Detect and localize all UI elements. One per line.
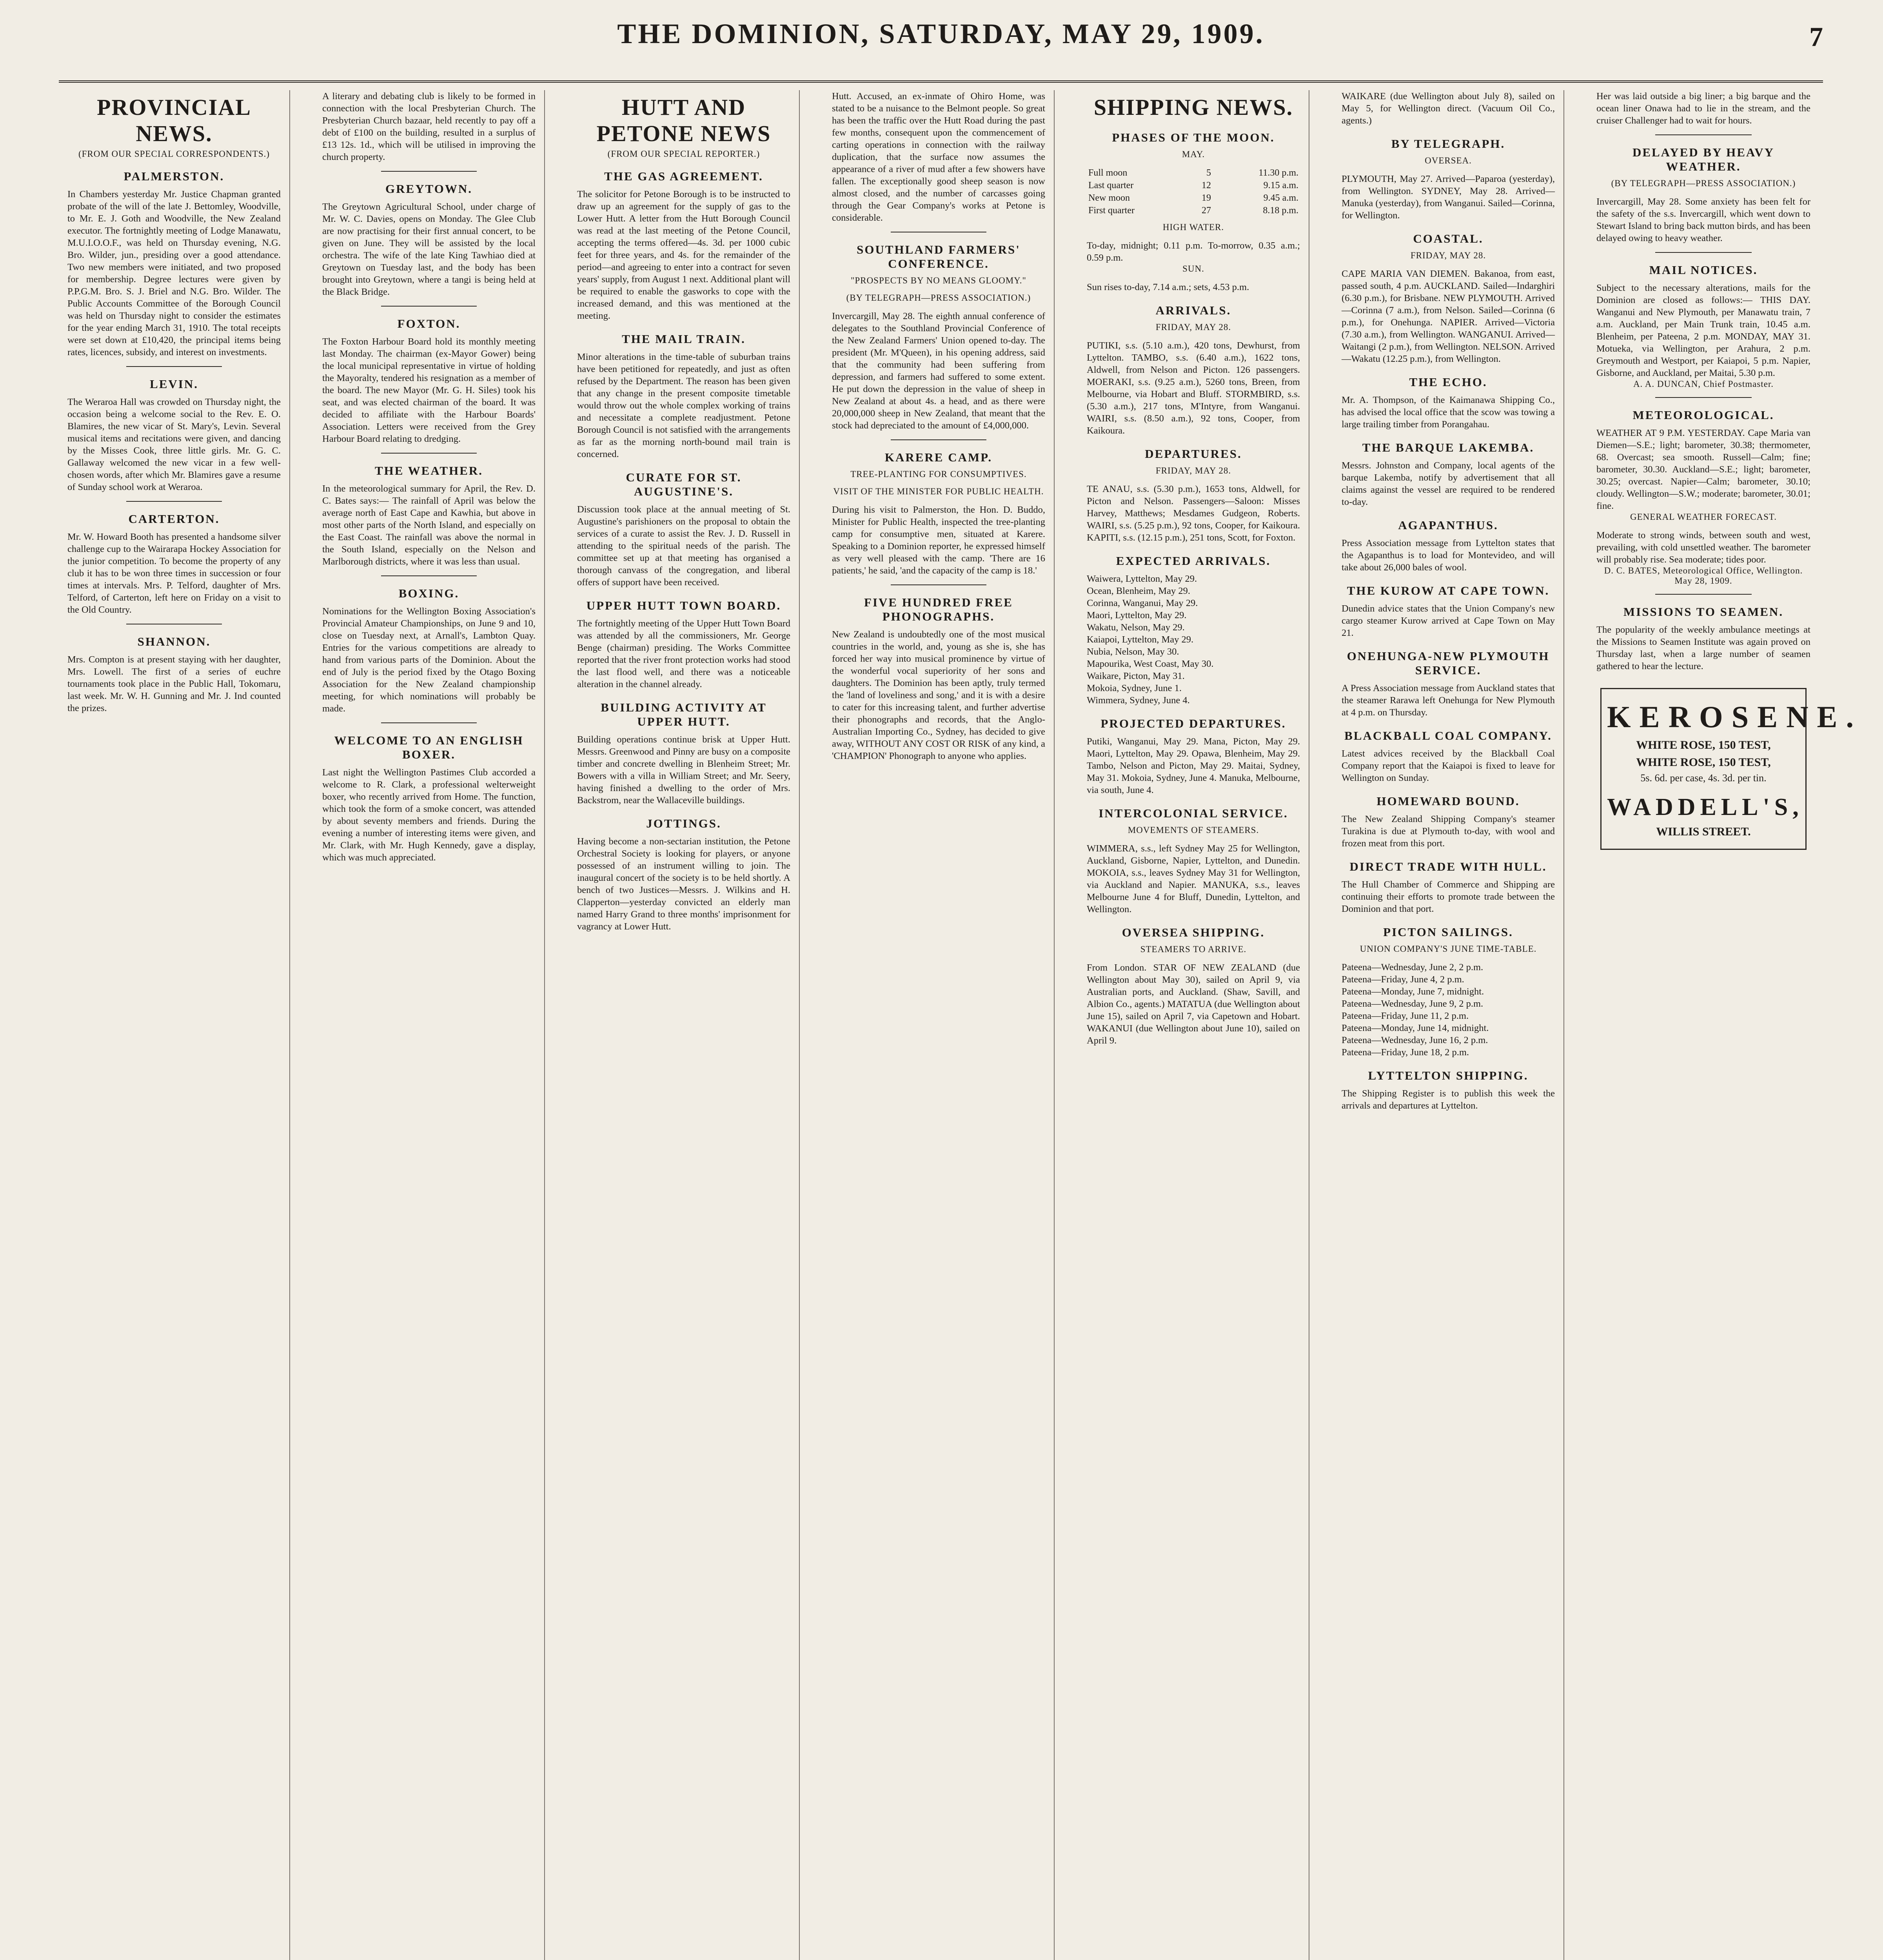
ad-line: WHITE ROSE, 150 TEST,	[1636, 739, 1771, 751]
article-title: THE WEATHER.	[374, 464, 483, 477]
section-heading: PROVINCIAL NEWS.	[97, 94, 251, 146]
list-item: Wimmera, Sydney, June 4.	[1087, 695, 1190, 706]
article-title: KARERE CAMP.	[884, 450, 993, 464]
article-body: Mrs. Compton is at present staying with her daughter, Mrs. Lowell. The first of a series of euchre tournaments took place in the Public Hall, Tokomaru, last week. Mr. W. H. Gunning and Mr. J. Ind counted the prizes.	[67, 654, 281, 713]
article-body: Mr. A. Thompson, of the Kaimanawa Shipping Co., has advised the local office that the scow was towing a large trailing timber from Porangahau.	[1342, 395, 1555, 430]
article-body: Building operations continue brisk at Upper Hutt. Messrs. Greenwood and Pinny are busy on a composite timber and concrete dwelling in Blenheim Street; Mr. Bowers with a villa in William Street; and Mr. Seery, having finished a dwelling to the order of Mrs. Backstrom, near the Wallaceville buildings.	[577, 734, 790, 806]
divider	[381, 171, 477, 172]
article-title: LYTTELTON SHIPPING.	[1368, 1069, 1529, 1082]
divider	[891, 439, 987, 440]
article-body: Dunedin advice states that the Union Company's new cargo steamer Kurow arrived at Cape Town on May 21.	[1342, 603, 1555, 638]
article-title: BUILDING ACTIVITY AT UPPER HUTT.	[601, 701, 767, 728]
list-item: Pateena—Friday, June 18, 2 p.m.	[1342, 1047, 1469, 1058]
divider	[381, 575, 477, 576]
article-body: In the meteorological summary for April, the Rev. D. C. Bates says:— The rainfall of April was below the average north of East Cape and Kawhia, but above in most other parts of the North Island, and especially on the East Coast. The rainfall was above the normal in the South Island, especially on the Nelson and Marlborough districts, where it was less than usual.	[322, 483, 536, 567]
list-item: Corinna, Wanganui, May 29.	[1087, 598, 1198, 608]
article-body: The solicitor for Petone Borough is to be instructed to draw up an agreement for the supply of gas to the Lower Hutt. A letter from the Hutt Borough Council was read at the last meeting of the Petone Council, accepting the terms offered—4s. 3d. per 1000 cubic feet for three years, and 4s. for the remainder of the period—and agreeing to enter into a contract for seven years' supply, from August 1 next. Additional plant will be required to enable the gasworks to cope with the increased demand, and this was mentioned at the meeting.	[577, 189, 790, 321]
article-title: BOXING.	[398, 586, 459, 600]
article-body: A Press Association message from Auckland states that the steamer Rarawa left Onehunga for New Plymouth at 4 p.m. on Thursday.	[1342, 683, 1555, 718]
article-title: WELCOME TO AN ENGLISH BOXER.	[334, 733, 524, 761]
article-title: PALMERSTON.	[123, 169, 225, 183]
article-title: DELAYED BY HEAVY WEATHER.	[1632, 145, 1775, 173]
divider	[126, 366, 222, 367]
article-body: The Hull Chamber of Commerce and Shipping are continuing their efforts to promote trade between the Dominion and that port.	[1342, 879, 1555, 914]
column-provincial-news	[59, 90, 290, 1960]
article-title: MAIL NOTICES.	[1649, 263, 1758, 277]
article-subtitle: GENERAL WEATHER FORECAST.	[1630, 512, 1777, 522]
list-item: Kaiapoi, Lyttelton, May 29.	[1087, 634, 1194, 645]
page-title: THE DOMINION, SATURDAY, MAY 29, 1909.	[617, 18, 1265, 49]
article-body: The Foxton Harbour Board hold its monthly meeting last Monday. The chairman (ex-Mayor Gower) being the local municipal representative in virtue of holding the Mayoralty, tendered his resignation as a member of the board. The new Mayor (Mr. G. H. Siles) took his seat, and was elected chairman of the board. It was decided to affiliate with the Harbour Boards' Association. Letters were received from the Grey Harbour Board relating to dredging.	[322, 336, 536, 444]
masthead	[59, 10, 1823, 83]
kerosene-advertisement	[1600, 688, 1862, 850]
article-title: BLACKBALL COAL COMPANY.	[1344, 729, 1552, 742]
article-body: To-day, midnight; 0.11 p.m. To-morrow, 0.35 a.m.; 0.59 p.m.	[1087, 240, 1300, 263]
column-hutt-petone	[568, 90, 800, 1960]
article-title: ONEHUNGA-NEW PLYMOUTH SERVICE.	[1347, 649, 1550, 677]
list-item: Pateena—Friday, June 11, 2 p.m.	[1342, 1011, 1469, 1021]
article-body: WAIKARE (due Wellington about July 8), sailed on May 5, for Wellington direct. (Vacuum Oil Co., agents.)	[1342, 91, 1555, 126]
list-item: Mapourika, West Coast, May 30.	[1087, 659, 1214, 669]
article-title: UPPER HUTT TOWN BOARD.	[586, 599, 781, 612]
moon-phase: Full moon	[1088, 168, 1128, 178]
article-subtitle: HIGH WATER.	[1162, 222, 1224, 232]
article-byline: (BY TELEGRAPH—PRESS ASSOCIATION.)	[846, 293, 1031, 303]
article-title: INTERCOLONIAL SERVICE.	[1099, 806, 1288, 820]
article-body: New Zealand is undoubtedly one of the most musical countries in the world, and, young as she is, she has forced her way into musical prominence by virtue of the wonderful vocal superiority of her sons and daughters. The Dominion has been aptly, truly termed the 'land of loveliness and song,' and it is with a desire to cater for this increasing talent, and further advertise their phonographs and records, that the Anglo-Australian Importing Co., Sydney, has decided to give away, WITHOUT ANY COST OR RISK of any kind, a 'CHAMPION' Phonograph to anyone who applies.	[832, 629, 1045, 761]
moon-day: 27	[1201, 205, 1211, 216]
article-subtitle: FRIDAY, MAY 28.	[1155, 322, 1231, 332]
article-body: Last night the Wellington Pastimes Club accorded a welcome to R. Clark, a professional welterweight boxer, who recently arrived from Home. The function, which took the form of a smoke concert, was attended by about seventy members and friends. During the evening a number of interesting items were given, and Mr. Clark, with Mr. Hugh Kennedy, gave a display, which was much appreciated.	[322, 767, 536, 863]
article-body: A literary and debating club is likely to be formed in connection with the local Presbyterian Church. The Presbyterian Church bazaar, held recently to pay off a debt of £100 on the building, resulted in a surplus of £13 12s. 1d., which will be utilised in improving the church property.	[322, 91, 536, 162]
moon-time: 11.30 p.m.	[1258, 168, 1298, 178]
moon-day: 5	[1206, 168, 1211, 178]
column-shipping-news	[1078, 90, 1309, 1960]
ad-line: WHITE ROSE, 150 TEST,	[1636, 756, 1771, 769]
article-lead: VISIT OF THE MINISTER FOR PUBLIC HEALTH.	[833, 486, 1044, 496]
article-body: WIMMERA, s.s., left Sydney May 25 for Wellington, Auckland, Gisborne, Napier, Lyttelton, and Dunedin. MOKOIA, s.s., leaves Sydney May 31 for Wellington, via Auckland and Napier. MANUKA, s.s., leaves Melbourne June 4 for Bluff, Dunedin, Lyttelton, and Wellington.	[1087, 843, 1300, 915]
section-heading: SHIPPING NEWS.	[1093, 94, 1293, 120]
article-body: CAPE MARIA VAN DIEMEN. Bakanoa, from east, passed south, 4 p.m. AUCKLAND. Sailed—Indarghiri (6.30 p.m.), for Brisbane. NEW PLYMOUTH. Arrived—Corinna (7 a.m.), from Nelson. Sailed—Corinna (6 p.m.), for Onehunga. NAPIER. Arrived—Victoria (7.30 a.m.), from Wellington. WANGANUI. Arrived—Waitangi (2 p.m.), from Wellington. NELSON. Arrived—Wakatu (12.25 p.m.), from Wellington.	[1342, 269, 1555, 364]
article-body: Invercargill, May 28. The eighth annual conference of delegates to the Southland Provincial Conference of the New Zealand Farmers' Union opened to-day. The president (Mr. M'Queen), in his opening address, said that the community had been suffering from depression, and farmers had suffered to some extent. He put down the depression in the value of sheep in New Zealand at about 4s. a head, and as there were 20,000,000 sheep in New Zealand, that meant that the stock had depreciated to the amount of £4,000,000.	[832, 311, 1045, 431]
table-row	[1087, 192, 1300, 204]
article-title: BY TELEGRAPH.	[1391, 137, 1505, 151]
article-title: MISSIONS TO SEAMEN.	[1623, 605, 1784, 619]
article-body: The Shipping Register is to publish this week the arrivals and departures at Lyttelton.	[1342, 1088, 1555, 1111]
article-byline: (BY TELEGRAPH—PRESS ASSOCIATION.)	[1611, 178, 1796, 188]
divider	[126, 501, 222, 502]
article-subtitle: UNION COMPANY'S JUNE TIME-TABLE.	[1360, 944, 1537, 954]
list-item: Nubia, Nelson, May 30.	[1087, 646, 1179, 657]
divider	[1655, 252, 1752, 253]
article-subtitle: MAY.	[1182, 149, 1205, 159]
article-title: LEVIN.	[150, 377, 198, 391]
article-body: The fortnightly meeting of the Upper Hutt Town Board was attended by all the commissioners, Mr. George Benge (chairman) presiding. The Works Committee reported that the river front protection works had stood the last flood well, and there was a noticeable alteration in the channel already.	[577, 618, 790, 690]
table-row	[1087, 179, 1300, 192]
article-body: Press Association message from Lyttelton states that the Agapanthus is to load for Montevideo, and will take about 26,000 bales of wool.	[1342, 538, 1555, 573]
moon-phases-table	[1087, 167, 1300, 217]
list-item: Pateena—Monday, June 7, midnight.	[1342, 986, 1484, 997]
column-six	[1333, 90, 1564, 1960]
section-heading: HUTT AND PETONE NEWS	[596, 94, 771, 146]
ad-advertiser: WADDELL'S,	[1607, 794, 1803, 820]
table-row	[1087, 204, 1300, 217]
list-item: Waikare, Picton, May 31.	[1087, 671, 1185, 681]
article-body: Having become a non-sectarian institution, the Petone Orchestral Society is looking for players, or anyone possessed of an instrument willing to join. The inaugural concert of the society is to be held shortly. A bench of two Justices—Messrs. J. Wilkins and H. Clapperton—yesterday convicted an elderly man named Harry Grand to three months' imprisonment for vagrancy at Lower Hutt.	[577, 836, 790, 932]
list-item: Mokoia, Sydney, June 1.	[1087, 683, 1182, 693]
article-title: OVERSEA SHIPPING.	[1122, 926, 1265, 939]
article-body: The New Zealand Shipping Company's steamer Turakina is due at Plymouth to-day, with wool and frozen meat from this port.	[1342, 814, 1555, 849]
article-body: Putiki, Wanganui, May 29. Mana, Picton, May 29. Maori, Lyttelton, May 29. Opawa, Blenheim, May 29. Tambo, Nelson and Picton, May 29. Maitai, Sydney, May 31. Mokoia, Sydney, June 4. Manuka, Melbourne, via south, June 4.	[1087, 736, 1300, 795]
list-item: Pateena—Wednesday, June 16, 2 p.m.	[1342, 1035, 1488, 1045]
article-body: The Weraroa Hall was crowded on Thursday night, the occasion being a welcome social to the Rev. E. O. Blamires, the new vicar of St. Mary's, Levin. Several musical items and recitations were given, and dancing by the Misses Cook, three little girls. Mr. G. C. Gallaway welcomed the new vicar in a few well-chosen words, after which Mr. Blamires gave a resume of Sunday school work at Weraroa.	[67, 397, 281, 492]
list-item: Ocean, Blenheim, May 29.	[1087, 586, 1190, 596]
moon-phase: New moon	[1088, 193, 1130, 203]
divider	[381, 453, 477, 454]
article-title: EXPECTED ARRIVALS.	[1116, 554, 1271, 568]
divider	[1655, 594, 1752, 595]
columns	[59, 90, 1862, 1960]
article-body: Invercargill, May 28. Some anxiety has been felt for the safety of the s.s. Invercargill, which went down to Stewart Island to bring back mutton birds, and has been delayed owing to heavy weather.	[1596, 196, 1810, 243]
article-title: ARRIVALS.	[1155, 303, 1231, 317]
list-item: Wakatu, Nelson, May 29.	[1087, 622, 1185, 633]
list-item: Waiwera, Lyttelton, May 29.	[1087, 573, 1197, 584]
section-subheading: (FROM OUR SPECIAL REPORTER.)	[607, 149, 760, 159]
article-body: Mr. W. Howard Booth has presented a handsome silver challenge cup to the Wairarapa Hockey Association for the junior competition. To become the property of any club it has to be won three times in succession or four times at intervals. Mrs. P. Telford, daughter of Mrs. Telford, of Carterton, left here on Friday on a visit to the Old Country.	[67, 532, 281, 615]
article-title: THE GAS AGREEMENT.	[604, 169, 763, 183]
article-body: The Greytown Agricultural School, under charge of Mr. W. C. Davies, opens on Monday. The Glee Club are now practising for their first annual concert, to be given on June. They will be assisted by the local orchestra. The wife of the late King Tawhiao died at Greytown on Tuesday last, and the body has been brought into Greytown, where a tangi is being held at the Black Bridge.	[322, 201, 536, 297]
article-subtitle: SUN.	[1182, 264, 1204, 274]
article-title: THE MAIL TRAIN.	[622, 332, 746, 346]
article-body: Her was laid outside a big liner; a big barque and the ocean liner Onawa had to lie in the stream, and the cruiser Challenger had to wait for hours.	[1596, 91, 1810, 126]
article-title: CARTERTON.	[128, 512, 220, 526]
article-title: PICTON SAILINGS.	[1383, 925, 1513, 939]
list-item: Maori, Lyttelton, May 29.	[1087, 610, 1187, 621]
divider	[1655, 134, 1752, 135]
article-title: SOUTHLAND FARMERS' CONFERENCE.	[857, 243, 1020, 270]
article-subtitle: OVERSEA.	[1425, 156, 1472, 165]
divider	[381, 306, 477, 307]
article-title: CURATE FOR ST. AUGUSTINE'S.	[626, 470, 742, 498]
divider	[891, 584, 987, 585]
article-title: THE KUROW AT CAPE TOWN.	[1347, 584, 1550, 597]
ad-headline: KEROSENE.	[1607, 700, 1862, 734]
column-two	[314, 90, 545, 1960]
article-title: DIRECT TRADE WITH HULL.	[1349, 860, 1547, 873]
moon-phase: First quarter	[1088, 205, 1135, 216]
article-title: DEPARTURES.	[1145, 447, 1242, 461]
article-body: Sun rises to-day, 7.14 a.m.; sets, 4.53 p.m.	[1087, 282, 1249, 292]
article-title: THE BARQUE LAKEMBA.	[1362, 441, 1534, 454]
article-title: METEOROLOGICAL.	[1632, 408, 1774, 422]
list-item: Pateena—Wednesday, June 9, 2 p.m.	[1342, 998, 1484, 1009]
list-item: Pateena—Wednesday, June 2, 2 p.m.	[1342, 962, 1484, 973]
article-body: TE ANAU, s.s. (5.30 p.m.), 1653 tons, Aldwell, for Picton and Nelson. Passengers—Saloon: Misses Harvey, Matthews; Mesdames Gudgeon, Roberts. WAIRI, s.s. (5.25 p.m.), 92 tons, Cooper, for Kaikoura. KAPITI, s.s. (12.15 p.m.), 251 tons, Scott, for Foxton.	[1087, 484, 1300, 543]
signature-line: D. C. BATES, Meteorological Office, Wellington. May 28, 1909.	[1604, 566, 1803, 586]
column-seven	[1588, 90, 1862, 1960]
moon-day: 12	[1201, 180, 1211, 191]
article-title: FIVE HUNDRED FREE PHONOGRAPHS.	[864, 595, 1013, 623]
expected-arrivals-list	[1087, 573, 1300, 706]
article-title: GREYTOWN.	[385, 182, 472, 196]
article-title: THE ECHO.	[1409, 375, 1487, 389]
article-title: HOMEWARD BOUND.	[1376, 794, 1520, 808]
article-body: PUTIKI, s.s. (5.10 a.m.), 420 tons, Dewhurst, from Lyttelton. TAMBO, s.s. (6.40 a.m.), 1622 tons, Aldwell, from Nelson and Picton. 126 passengers. MOERAKI, s.s. (9.25 a.m.), 5260 tons, Breen, from Melbourne, via Hobart and Bluff. STORMBIRD, s.s. (5.30 a.m.), 217 tons, M'Intyre, from Wanganui. WAIRI, s.s. (8.50 a.m.), 92 tons, Cooper, from Kaikoura.	[1087, 340, 1300, 436]
article-subtitle: FRIDAY, MAY 28.	[1155, 466, 1231, 475]
article-title: AGAPANTHUS.	[1398, 518, 1498, 532]
article-title: SHANNON.	[137, 635, 211, 648]
article-body: From London. STAR OF NEW ZEALAND (due Wellington about May 30), sailed on April 9, via Australian ports, and Auckland. (Shaw, Savill, and Albion Co., agents.) MATATUA (due Wellington about June 15), sailed on April 7, via Capetown and Hobart. WAKANUI (due Wellington about June 10), sailed on April 9.	[1087, 962, 1300, 1046]
ad-price: 5s. 6d. per case, 4s. 3d. per tin.	[1640, 772, 1767, 784]
moon-time: 9.15 a.m.	[1263, 180, 1298, 191]
article-body: Moderate to strong winds, between south and west, prevailing, with cold unsettled weather. The barometer will probably rise. Sea moderate; tides poor.	[1596, 530, 1810, 565]
moon-day: 19	[1201, 193, 1211, 203]
article-body: The popularity of the weekly ambulance meetings at the Missions to Seamen Institute was again proved on Thursday last, when a large number of seamen gathered to hear the lecture.	[1596, 624, 1810, 671]
column-four	[823, 90, 1055, 1960]
article-title: PHASES OF THE MOON.	[1112, 131, 1275, 144]
signature-line: A. A. DUNCAN, Chief Postmaster.	[1633, 379, 1774, 389]
list-item: Pateena—Friday, June 4, 2 p.m.	[1342, 974, 1464, 985]
moon-time: 8.18 p.m.	[1263, 205, 1298, 216]
article-title: JOTTINGS.	[646, 817, 721, 830]
article-body: Messrs. Johnston and Company, local agents of the barque Lakemba, notify by advertisement that all claims against the vessel are required to be rendered to-day.	[1342, 460, 1555, 507]
table-row	[1087, 167, 1300, 179]
article-body: Subject to the necessary alterations, mails for the Dominion are closed as follows:— THIS DAY. Wanganui and New Plymouth, per Manawatu train, 7 a.m. Auckland, per Main Trunk train, 10.45 a.m. Blenheim, per Pateena, 2 p.m. MONDAY, MAY 31. Motueka, via Wellington, per Arahura, 2 p.m. Greymouth and Westport, per Kaiapoi, 5 p.m. Napier, Gisborne, and Auckland, per Maitai, 5.30 p.m.	[1596, 283, 1810, 378]
article-subtitle: FRIDAY, MAY 28.	[1410, 250, 1486, 260]
moon-phase: Last quarter	[1088, 180, 1134, 191]
article-title: PROJECTED DEPARTURES.	[1100, 717, 1286, 730]
article-subtitle: STEAMERS TO ARRIVE.	[1140, 944, 1247, 954]
list-item: Pateena—Monday, June 14, midnight.	[1342, 1023, 1489, 1033]
moon-time: 9.45 a.m.	[1263, 193, 1298, 203]
article-body: During his visit to Palmerston, the Hon. D. Buddo, Minister for Public Health, inspected the tree-planting camp for consumptive men, situated at Karere. Speaking to a Dominion reporter, he expressed himself as very well pleased with the camp. 'There are 16 patients,' he said, 'and the capacity of the camp is 18.'	[832, 505, 1045, 576]
article-subtitle: "PROSPECTS BY NO MEANS GLOOMY."	[851, 276, 1026, 285]
article-body: Discussion took place at the annual meeting of St. Augustine's parishioners on the proposal to obtain the services of a curate to assist the Rev. J. D. Russell in attending to the spiritual needs of the parish. The committee set up at that meeting has organised a thorough canvass of the congregation, and liberal offers of support have been received.	[577, 504, 790, 588]
article-subtitle: TREE-PLANTING FOR CONSUMPTIVES.	[850, 469, 1027, 479]
page-number: 7	[1809, 22, 1823, 52]
divider	[381, 722, 477, 723]
section-subheading: (FROM OUR SPECIAL CORRESPONDENTS.)	[78, 149, 270, 159]
article-title: FOXTON.	[397, 317, 461, 330]
article-title: COASTAL.	[1413, 232, 1484, 245]
article-body: Nominations for the Wellington Boxing Association's Provincial Amateur Championships, on June 9 and 10, close on Tuesday next, at Arnall's, Lambton Quay. Entries for the various competitions are already to hand from various parts of the Dominion. About the end of July is the period fixed by the Otago Boxing Association for the New Zealand championship meeting, for which nominations will probably be made.	[322, 606, 536, 714]
divider	[1655, 397, 1752, 398]
article-body: PLYMOUTH, May 27. Arrived—Paparoa (yesterday), from Wellington. SYDNEY, May 28. Arrived—Manuka (yesterday), from Wanganui. Sailed—Corinna, for Wellington.	[1342, 174, 1555, 221]
article-body: Minor alterations in the time-table of suburban trains have been petitioned for repeatedly, and just as often refused by the Department. The reason has been given that any change in the present composite timetable would throw out the whole complex working of trains and necessitate a complete readjustment. Petone Borough Council is not satisfied with the arrangements as far as the morning north-bound mail train is concerned.	[577, 352, 790, 459]
article-subtitle: MOVEMENTS OF STEAMERS.	[1128, 825, 1259, 835]
article-body: Hutt. Accused, an ex-inmate of Ohiro Home, was stated to be a nuisance to the Belmont people. So great has been the traffic over the Hutt Road during the past few months, consequent upon the commencement of carting operations in connection with the railway duplication, that the surface now assumes the appearance of a river of mud after a few showers have fallen. The exceptionally good sheep season is now almost closed, and the number of carcasses going through the Gear Company's works at Petone is considerable.	[832, 91, 1045, 223]
picton-sailings-list	[1342, 961, 1555, 1058]
article-body: Latest advices received by the Blackball Coal Company report that the Kaiapoi is fixed to leave for Wellington on Sunday.	[1342, 748, 1555, 783]
ad-address: WILLIS STREET.	[1656, 825, 1751, 838]
article-body: In Chambers yesterday Mr. Justice Chapman granted probate of the will of the late J. Bettomley, Woodville, to Mr. E. J. Goth and Woodville, the New Zealand executor. The fortnightly meeting of Lodge Manawatu, M.U.I.O.O.F., was held on Thursday evening, N.G. Bro. Wilder, jun., presiding over a good attendance. Two new members were initiated, and two proposed for membership. Degree lectures were given by P.P.G.M. Bro. S. J. Briel and N.G. Bro. Wilder. The Public Accounts Committee of the Borough Council was held on Thursday night to consider the estimates for the year ending March 31, 1910. The total receipts were set down at £10,420, the principal items being rates, licences, subsidy, and interest on investments.	[67, 189, 281, 358]
article-body: WEATHER AT 9 P.M. YESTERDAY. Cape Maria van Diemen—S.E.; light; barometer, 30.38; thermometer, 68. Overcast; sea smooth. Russell—Calm; fine; barometer, 30.30. Auckland—S.E.; light; barometer, 30.25; overcast. Napier—Calm; barometer, 30.10; cloudy. Wellington—S.W.; moderate; barometer, 30.01; fine.	[1596, 428, 1810, 511]
